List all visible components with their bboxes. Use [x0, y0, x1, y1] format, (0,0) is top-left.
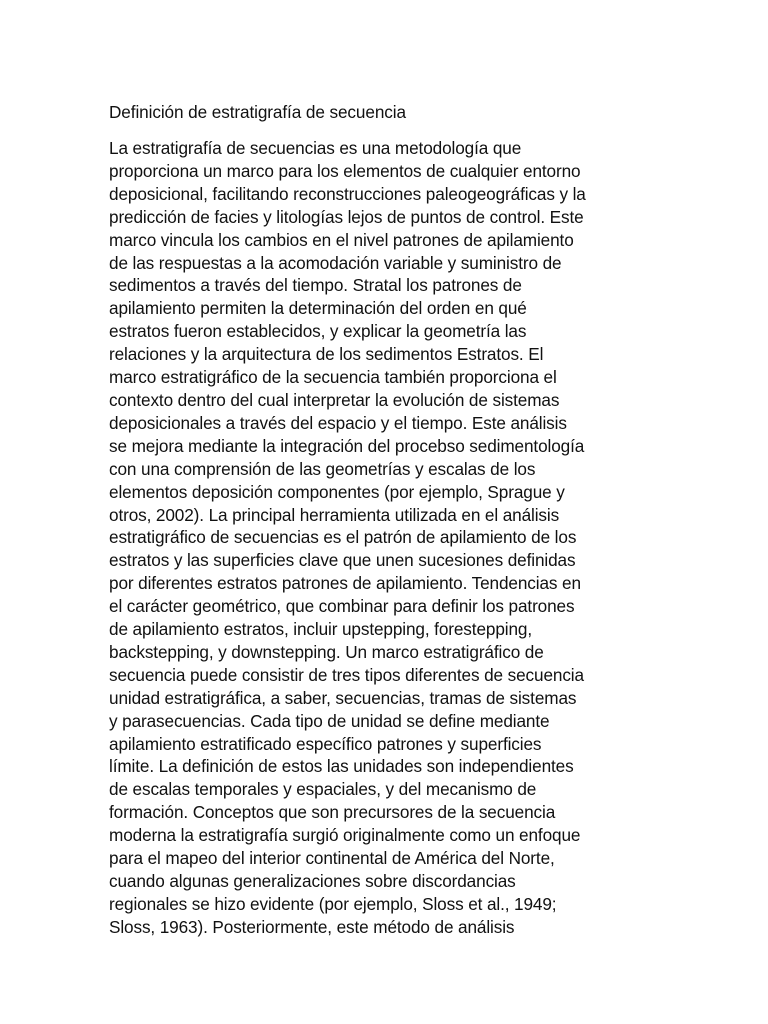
body-line: con una comprensión de las geometrías y escalas de los [109, 458, 536, 479]
body-line: moderna la estratigrafía surgió originalmente como un enfoque [109, 825, 581, 846]
body-line: relaciones y la arquitectura de los sedimentos Estratos. El [109, 344, 544, 365]
body-line: unidad estratigráfica, a saber, secuencias, tramas de sistemas [109, 687, 577, 708]
body-line: para el mapeo del interior continental de América del Norte, [109, 848, 555, 869]
body-line: marco vincula los cambios en el nivel patrones de apilamiento [109, 229, 574, 250]
body-line: deposicionales a través del espacio y el tiempo. Este análisis [109, 412, 567, 433]
body-line: elementos deposición componentes (por ejemplo, Sprague y [109, 481, 565, 502]
body-line: regionales se hizo evidente (por ejemplo, Sloss et al., 1949; [109, 893, 557, 914]
body-line: secuencia puede consistir de tres tipos diferentes de secuencia [109, 664, 584, 685]
body-line: deposicional, facilitando reconstrucciones paleogeográficas y la [109, 183, 586, 204]
body-line: contexto dentro del cual interpretar la evolución de sistemas [109, 389, 560, 410]
body-line: por diferentes estratos patrones de apilamiento. Tendencias en [109, 573, 581, 594]
body-line: La estratigrafía de secuencias es una metodología que [109, 138, 522, 158]
body-line: cuando algunas generalizaciones sobre discordancias [109, 871, 516, 891]
body-line: estratigráfico de secuencias es el patrón de apilamiento de los [109, 527, 577, 548]
body-line: el carácter geométrico, que combinar para definir los patrones [109, 596, 575, 617]
body-line: estratos fueron establecidos, y explicar la geometría las [109, 321, 527, 342]
body-line: marco estratigráfico de la secuencia también proporciona el [109, 367, 557, 388]
document-body [109, 137, 669, 939]
document-page [109, 101, 669, 939]
body-line: sedimentos a través del tiempo. Stratal los patrones de [109, 275, 522, 296]
body-line: predicción de facies y litologías lejos de puntos de control. Este [109, 206, 584, 227]
body-line: apilamiento estratificado específico patrones y superficies [109, 733, 542, 754]
body-line: apilamiento permiten la determinación del orden en qué [109, 298, 527, 319]
body-line: backstepping, y downstepping. Un marco estratigráfico de [109, 641, 544, 662]
body-line: de apilamiento estratos, incluir upstepping, forestepping, [109, 619, 532, 640]
body-line: de las respuestas a la acomodación variable y suministro de [109, 252, 562, 273]
document-title: Definición de estratigrafía de secuencia [109, 102, 406, 122]
body-line: formación. Conceptos que son precursores de la secuencia [109, 802, 556, 823]
body-line: estratos y las superficies clave que unen sucesiones definidas [109, 550, 576, 571]
body-line: de escalas temporales y espaciales, y del mecanismo de [109, 779, 537, 800]
body-line: y parasecuencias. Cada tipo de unidad se define mediante [109, 710, 550, 731]
body-line: otros, 2002). La principal herramienta utilizada en el análisis [109, 504, 560, 525]
body-line: límite. La definición de estos las unidades son independientes [109, 756, 574, 777]
body-line: proporciona un marco para los elementos de cualquier entorno [109, 160, 581, 181]
body-line: Sloss, 1963). Posteriormente, este método de análisis [109, 916, 515, 937]
body-line: se mejora mediante la integración del procebso sedimentología [109, 435, 585, 456]
